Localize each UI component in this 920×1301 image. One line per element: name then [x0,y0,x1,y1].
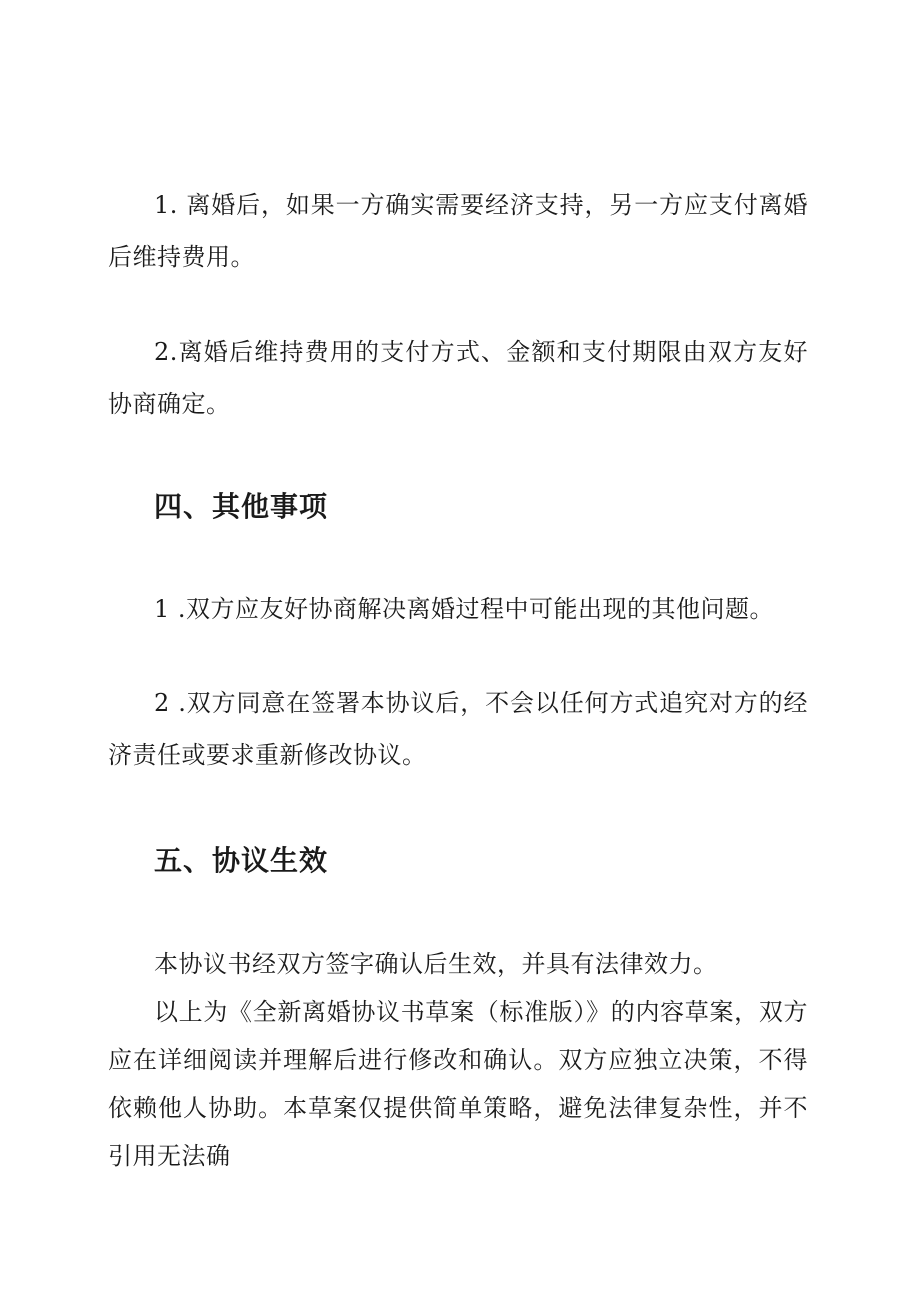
clause-3-1: 1. 离婚后，如果一方确实需要经济支持，另一方应支付离婚后维持费用。 [108,191,808,271]
closing-note: 以上为《全新离婚协议书草案（标准版）》的内容草案，双方应在详细阅读并理解后进行修改和确认。双方应独立决策，不得依赖他人协助。本草案仅提供简单策略，避免法律复杂性，并不引用无法确 [108,998,808,1170]
clause-4-2: 2 .双方同意在签署本协议后，不会以任何方式追究对方的经济责任或要求重新修改协议。 [108,689,808,769]
section-heading-agreement-effective: 五、协议生效 [154,844,329,877]
clause-3-2: 2.离婚后维持费用的支付方式、金额和支付期限由双方友好协商确定。 [108,338,808,418]
effective-statement: 本协议书经双方签字确认后生效，并具有法律效力。 [154,950,718,978]
clause-4-1: 1 .双方应友好协商解决离婚过程中可能出现的其他问题。 [154,595,775,623]
section-heading-other-matters: 四、其他事项 [154,490,329,523]
